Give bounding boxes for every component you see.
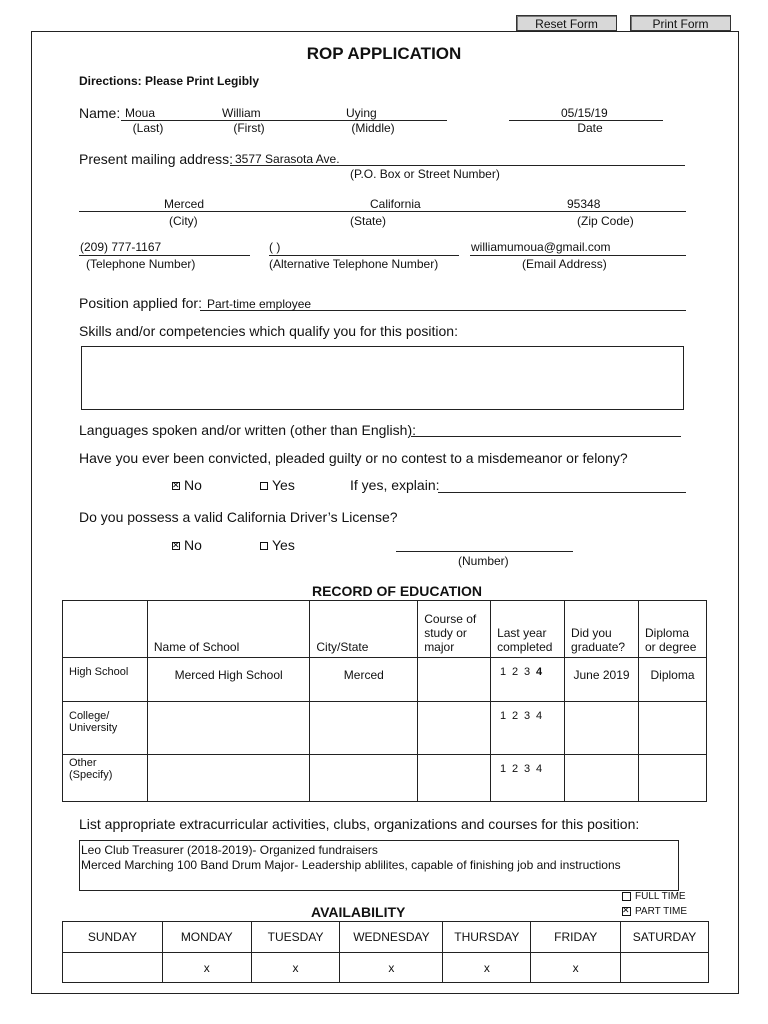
education-header-cell: Course of study or major (418, 601, 491, 658)
course-cell[interactable] (418, 702, 491, 755)
first-name-value[interactable]: William (222, 106, 261, 120)
day-header: WEDNESDAY (340, 922, 443, 953)
skills-label: Skills and/or competencies which qualify you for this position: (79, 323, 458, 339)
position-value[interactable]: Part-time employee (207, 297, 312, 311)
languages-line[interactable] (411, 436, 681, 437)
middle-name-value[interactable]: Uying (346, 106, 377, 120)
diploma-cell[interactable]: Diploma (639, 658, 707, 702)
zip-caption: (Zip Code) (577, 214, 634, 228)
graduate-cell[interactable] (565, 755, 639, 802)
license-yes-label: Yes (272, 537, 295, 553)
alt-phone-value[interactable]: ( ) (269, 240, 281, 254)
day-availability-cell[interactable]: x (162, 953, 251, 983)
email-value[interactable]: williamumoua@gmail.com (471, 240, 611, 254)
alt-phone-caption: (Alternative Telephone Number) (269, 257, 439, 271)
day-header: TUESDAY (251, 922, 340, 953)
license-yes-checkbox[interactable] (260, 542, 268, 550)
day-availability-cell[interactable] (63, 953, 163, 983)
day-header: SATURDAY (621, 922, 709, 953)
print-form-button[interactable]: Print Form (630, 15, 731, 31)
reset-form-button[interactable]: Reset Form (516, 15, 617, 31)
state-value[interactable]: California (370, 197, 421, 211)
full-time-label: FULL TIME (635, 891, 686, 902)
street-value[interactable]: 3577 Sarasota Ave. (235, 152, 340, 166)
directions: Directions: Please Print Legibly (79, 74, 260, 88)
last-year-cell[interactable] (491, 658, 565, 702)
last-year-cell[interactable] (491, 702, 565, 755)
school-name-cell[interactable] (147, 702, 310, 755)
license-no-label: No (184, 537, 202, 553)
education-title: RECORD OF EDUCATION (311, 583, 483, 599)
year-option[interactable]: 3 (524, 763, 531, 775)
graduate-cell[interactable] (565, 702, 639, 755)
full-time-checkbox[interactable] (622, 892, 631, 901)
conviction-no-option[interactable] (172, 477, 202, 493)
middle-caption: (Middle) (351, 121, 395, 135)
phone-line (79, 255, 250, 256)
email-caption: (Email Address) (522, 257, 607, 271)
activities-textarea[interactable] (79, 840, 679, 891)
course-cell[interactable] (418, 755, 491, 802)
year-option[interactable]: 3 (524, 710, 531, 722)
education-header-cell (63, 601, 148, 658)
education-row-college (63, 702, 707, 755)
city-state-cell[interactable] (310, 702, 418, 755)
row-label: Other (Specify) (63, 755, 148, 802)
availability-days-row (63, 922, 709, 953)
last-caption: (Last) (132, 121, 164, 135)
license-question: Do you possess a valid California Driver’s License? (79, 509, 398, 525)
day-availability-cell[interactable]: x (251, 953, 340, 983)
row-label: High School (63, 658, 148, 702)
explain-line[interactable] (438, 492, 686, 493)
last-year-cell[interactable] (491, 755, 565, 802)
date-value[interactable]: 05/15/19 (561, 106, 608, 120)
phone-value[interactable]: (209) 777-1167 (80, 240, 162, 254)
diploma-cell[interactable] (639, 755, 707, 802)
conviction-yes-checkbox[interactable] (260, 482, 268, 490)
year-option[interactable]: 1 (500, 710, 507, 722)
name-label: Name: (79, 105, 121, 121)
year-option-selected[interactable]: 4 (536, 666, 543, 678)
part-time-label: PART TIME (635, 906, 688, 917)
part-time-option[interactable] (622, 906, 687, 917)
day-availability-cell[interactable]: x (443, 953, 531, 983)
city-state-cell[interactable]: Merced (310, 658, 418, 702)
year-option[interactable]: 2 (512, 763, 519, 775)
skills-textarea[interactable] (81, 346, 684, 410)
availability-marks-row (63, 953, 709, 983)
education-header-cell: Diploma or degree (639, 601, 707, 658)
day-header: MONDAY (162, 922, 251, 953)
email-line (470, 255, 686, 256)
conviction-yes-label: Yes (272, 477, 295, 493)
position-label: Position applied for: (79, 295, 202, 311)
year-option[interactable]: 4 (536, 710, 543, 722)
school-name-cell[interactable]: Merced High School (147, 658, 310, 702)
graduate-cell[interactable]: June 2019 (565, 658, 639, 702)
street-caption: (P.O. Box or Street Number) (350, 167, 500, 181)
city-caption: (City) (169, 214, 198, 228)
explain-label: If yes, explain: (350, 477, 440, 493)
date-caption: Date (577, 121, 603, 135)
row-label: College/ University (63, 702, 148, 755)
day-header: FRIDAY (531, 922, 621, 953)
city-state-zip-line (79, 211, 686, 212)
education-row-other (63, 755, 707, 802)
state-caption: (State) (350, 214, 387, 228)
diploma-cell[interactable] (639, 702, 707, 755)
activities-line-1: Leo Club Treasurer (2018-2019)- Organized fundraisers (81, 843, 378, 857)
languages-label: Languages spoken and/or written (other than English): (79, 422, 416, 438)
education-header-cell: City/State (310, 601, 418, 658)
conviction-no-checkbox[interactable] (172, 482, 180, 490)
education-row-high-school (63, 658, 707, 702)
activities-line-2: Merced Marching 100 Band Drum Major- Leadership ablilites, capable of finishing job and instructions (81, 858, 621, 872)
education-header-cell: Name of School (147, 601, 310, 658)
license-number-caption: (Number) (458, 554, 509, 568)
activities-label: List appropriate extracurricular activities, clubs, organizations and courses for this position: (79, 816, 640, 832)
license-no-checkbox[interactable] (172, 542, 180, 550)
license-no-option[interactable] (172, 537, 202, 553)
address-label: Present mailing address: (79, 151, 234, 167)
full-time-option[interactable] (622, 891, 686, 902)
course-cell[interactable] (418, 658, 491, 702)
city-value[interactable]: Merced (164, 197, 205, 211)
day-availability-cell[interactable] (621, 953, 709, 983)
year-option[interactable]: 4 (536, 763, 543, 775)
license-yes-option[interactable] (260, 537, 295, 553)
day-header: THURSDAY (443, 922, 531, 953)
year-option[interactable]: 1 (500, 763, 507, 775)
day-header: SUNDAY (63, 922, 163, 953)
conviction-question: Have you ever been convicted, pleaded guilty or no contest to a misdemeanor or felony? (79, 450, 628, 466)
year-option[interactable]: 1 (500, 666, 507, 678)
education-header-row (63, 601, 707, 658)
education-header-cell: Last year completed (491, 601, 565, 658)
year-option[interactable]: 2 (512, 710, 519, 722)
school-name-cell[interactable] (147, 755, 310, 802)
year-option[interactable]: 3 (524, 666, 531, 678)
phone-caption: (Telephone Number) (86, 257, 196, 271)
day-availability-cell[interactable]: x (531, 953, 621, 983)
year-option[interactable]: 2 (512, 666, 519, 678)
availability-title: AVAILABILITY (311, 904, 406, 920)
alt-phone-line (269, 255, 459, 256)
city-state-cell[interactable] (310, 755, 418, 802)
education-table (62, 600, 707, 802)
license-number-line[interactable] (396, 551, 573, 552)
day-availability-cell[interactable]: x (340, 953, 443, 983)
conviction-no-label: No (184, 477, 202, 493)
part-time-checkbox[interactable] (622, 907, 631, 916)
zip-value[interactable]: 95348 (567, 197, 601, 211)
conviction-yes-option[interactable] (260, 477, 295, 493)
availability-table (62, 921, 709, 983)
last-name-value[interactable]: Moua (125, 106, 156, 120)
education-header-cell: Did you graduate? (565, 601, 639, 658)
first-caption: (First) (233, 121, 265, 135)
form-title: ROP APPLICATION (306, 44, 462, 63)
